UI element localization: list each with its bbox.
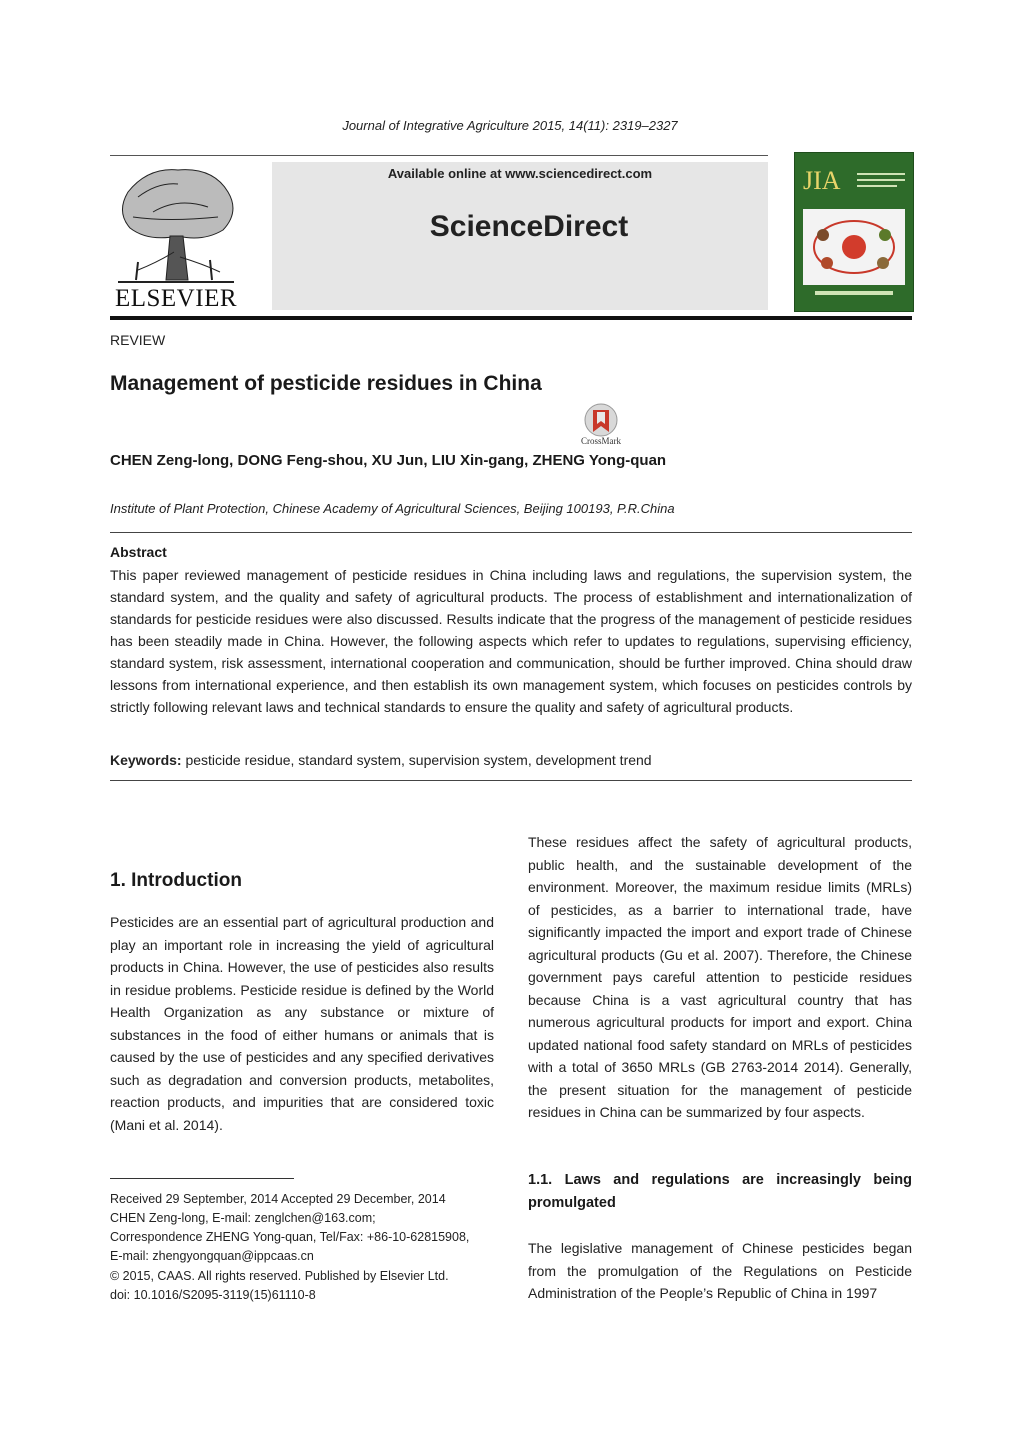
abstract-bottom-rule: [110, 780, 912, 781]
copyright: © 2015, CAAS. All rights reserved. Published by Elsevier Ltd.: [110, 1269, 449, 1283]
keywords-list: pesticide residue, standard system, supervision system, development trend: [181, 752, 652, 768]
elsevier-wordmark: ELSEVIER: [114, 285, 238, 312]
header-rule: [110, 155, 768, 156]
correspondence: Correspondence ZHENG Yong-quan, Tel/Fax: +86-10-62815908,: [110, 1230, 470, 1244]
available-online-text: Available online at www.sciencedirect.com: [387, 166, 653, 181]
footnote-copyright: [110, 1267, 510, 1305]
svg-text:JIA: JIA: [803, 166, 841, 195]
header-divider: [110, 316, 912, 320]
journal-citation: Journal of Integrative Agriculture 2015, 14(11): 2319–2327: [342, 118, 678, 133]
correspondence-email: E-mail: zhengyongquan@ippcaas.cn: [110, 1249, 314, 1263]
footnote-received: [110, 1190, 510, 1266]
keywords-line: [110, 752, 652, 768]
article-title: Management of pesticide residues in China: [110, 372, 542, 395]
author-email: CHEN Zeng-long, E-mail: zenglchen@163.com;: [110, 1211, 376, 1225]
abstract-top-rule: [110, 532, 912, 533]
section-heading-1-1: 1.1. Laws and regulations are increasingly being promulgated: [528, 1172, 912, 1211]
crossmark-badge[interactable]: [578, 402, 624, 448]
keywords-label: Keywords:: [110, 752, 182, 768]
author-list: CHEN Zeng-long, DONG Feng-shou, XU Jun, LIU Xin-gang, ZHENG Yong-quan: [110, 452, 667, 469]
journal-cover-image: [794, 152, 914, 312]
footnote-rule: [110, 1178, 294, 1179]
abstract-heading: Abstract: [110, 544, 167, 560]
doi: doi: 10.1016/S2095-3119(15)61110-8: [110, 1288, 316, 1302]
received-dates: Received 29 September, 2014 Accepted 29 December, 2014: [110, 1192, 446, 1206]
section-1-1-paragraph: The legislative management of Chinese pesticides began from the promulgation of the Regulations on Pesticide Administration of the People’s Republic of China in 1997: [528, 1240, 912, 1301]
crossmark-label: CrossMark: [581, 436, 621, 446]
affiliation: Institute of Plant Protection, Chinese Academy of Agricultural Sciences, Beijing 100193, P.R.China: [110, 501, 675, 516]
intro-paragraph-continued: These residues affect the safety of agricultural products, public health, and the sustainable development of the environment. Moreover, the maximum residue limits (MRLs) of pesticides, as a barrier to international trade, have significantly impacted the import and export trade of Chinese agricultural products (Gu et al. 2007). Therefore, the Chinese government pays careful attention to pesticide residues because China is a vast agricultural country that has numerous agricultural products for import and export. China updated national food safety standard on MRLs of pesticides with a total of 3650 MRLs (GB 2763-2014 2014). Generally, the present situation for the management of pesticide residues in China can be summarized by four aspects.: [528, 834, 912, 1120]
sciencedirect-title: ScienceDirect: [429, 210, 629, 243]
intro-paragraph: Pesticides are an essential part of agricultural production and play an important role in increasing the yield of agricultural products in China. However, the use of pesticides also results in residue problems. Pesticide residue is defined by the World Health Organization as any substance or mixture of substances in the food of either humans or animals that is caused by the use of pesticides and any specified derivatives such as degradation and conversion products, metabolites, reaction products, and impurities that are considered toxic (Mani et al. 2014).: [110, 914, 494, 1133]
abstract-text: This paper reviewed management of pesticide residues in China including laws and regulations, the supervision system, the standard system, and the quality and safety of agricultural products. The process of establishment and internationalization of standards for pesticide residues were also discussed. Results indicate that the progress of the management of pesticide residues has been steadily made in China. However, the following aspects which refer to updates to regulations, supervising efficiency, standard system, risk assessment, international cooperation and communication, should be further improved. China should draw lessons from international experience, and then establish its own management system, which focuses on pesticides controls by strictly following relevant laws and technical standards to ensure the quality and safety of agricultural products.: [110, 567, 912, 715]
article-type: REVIEW: [110, 332, 166, 348]
section-heading-introduction: 1. Introduction: [110, 870, 242, 891]
